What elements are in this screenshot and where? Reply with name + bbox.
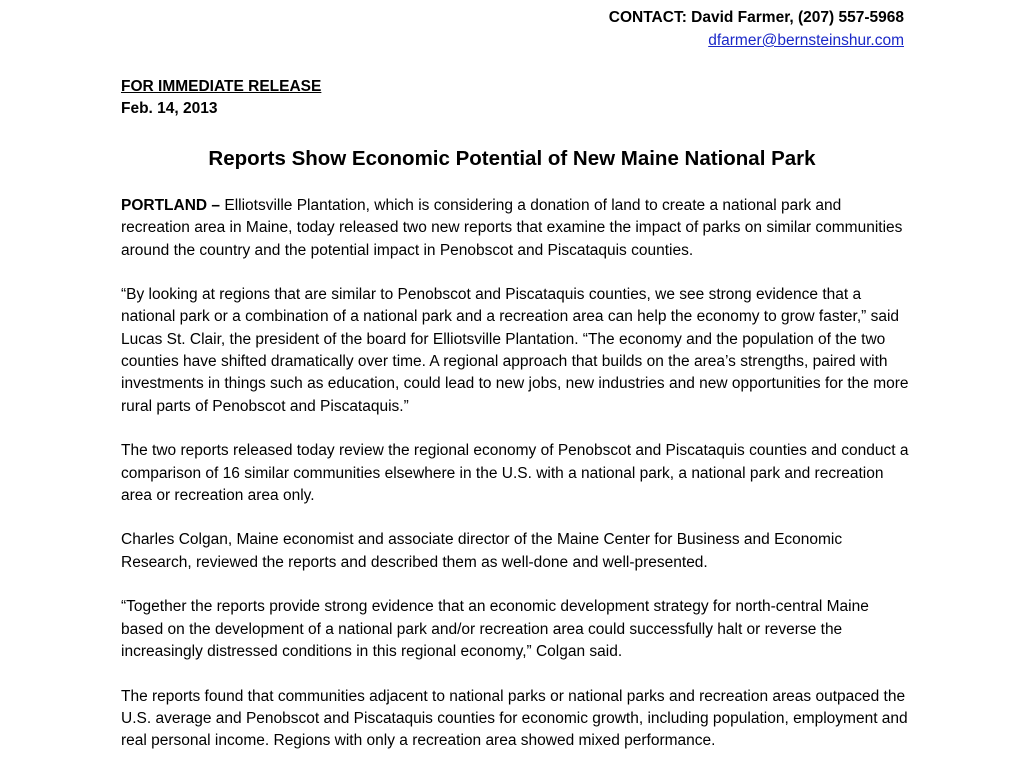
contact-line [609, 6, 904, 29]
release-date: Feb. 14, 2013 [121, 100, 218, 117]
contact-block [609, 6, 904, 52]
release-block [121, 76, 321, 120]
release-label: FOR IMMEDIATE RELEASE [121, 78, 322, 95]
paragraph-1 [121, 195, 911, 262]
paragraph-5: “Together the reports provide strong evidence that an economic development strategy for north-central Maine based on the development of a national park and/or recreation area could successfully halt or reverse the increasingly distressed conditions in this regional economy,” Colgan said. [121, 598, 869, 660]
body-text [121, 195, 911, 768]
contact-email-link[interactable]: dfarmer@bernsteinshur.com [708, 32, 904, 49]
paragraph-6: The reports found that communities adjacent to national parks or national parks and recreation areas outpaced the U.S. average and Penobscot and Piscataquis counties for economic growth, including population, employment and real personal income. Regions with only a recreation area showed mixed performance. [121, 687, 908, 750]
paragraph-3: The two reports released today review the regional economy of Penobscot and Piscataquis counties and conduct a comparison of 16 similar communities elsewhere in the U.S. with a national park, a national park and recreation area or recreation area only. [121, 442, 909, 504]
contact-label: CONTACT: [608, 9, 687, 26]
paragraph-1-text: Elliotsville Plantation, which is considering a donation of land to create a national park and recreation area in Maine, today released two new reports that examine the impact of parks on similar communities around the country and the potential impact in Penobscot and Piscataquis counties. [121, 197, 903, 259]
dateline: PORTLAND – [121, 197, 221, 214]
paragraph-2: “By looking at regions that are similar to Penobscot and Piscataquis counties, we see strong evidence that a national park or a combination of a national park and a recreation area can help the economy to grow faster,” said Lucas St. Clair, the president of the board for Elliotsville Plantation. “The economy and the population of the two counties have shifted dramatically over time. A regional approach that builds on the area’s strengths, paired with investments in things such as education, could lead to new jobs, new industries and new opportunities for the more rural parts of Penobscot and Piscataquis.” [121, 286, 909, 415]
contact-name-phone: David Farmer, (207) 557-5968 [691, 9, 904, 26]
paragraph-4: Charles Colgan, Maine economist and associate director of the Maine Center for Business and Economic Research, reviewed the reports and described them as well-done and well-presented. [121, 531, 843, 571]
headline: Reports Show Economic Potential of New Maine National Park [208, 147, 816, 170]
